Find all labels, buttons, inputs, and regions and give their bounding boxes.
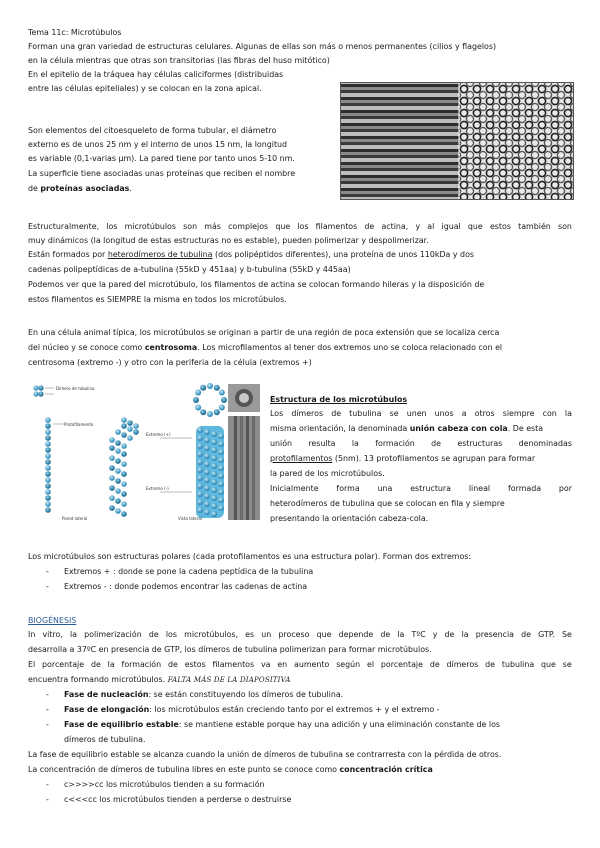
polares-intro: Los microtúbulos son estructuras polares (cada protofilamentos es una estructura polar). Forman dos extremos: xyxy=(28,552,472,561)
critical-bullet-2: c<<<cc los microtúbulos tienden a perderse o destruirse xyxy=(64,795,292,804)
bullet-dash: - xyxy=(46,720,49,729)
biogenesis-line-6: La concentración de dímeros de tubulina libres en este punto se conoce como concentración crítica xyxy=(28,765,433,774)
fase-equilibrio: Fase de equilibrio estable: se mantiene estable porque hay una adición y una eliminación constante de los xyxy=(64,720,501,729)
elementos-line-5: de proteínas asociadas. xyxy=(28,184,132,193)
polares-bullet-2: Extremos - : donde podemos encontrar las cadenas de actina xyxy=(64,582,308,591)
biogenesis-line-2: desarrolla a 37ºC en presencia de GTP, los dímeros de tubulina polimerizan para formar microtúbulos. xyxy=(28,645,432,654)
microtubule-structure-figure xyxy=(28,380,262,524)
protofilamentos-term: protofilamentos xyxy=(270,454,333,463)
estructura-line-6: Inicialmente forma una estructura lineal formada por xyxy=(270,484,572,493)
longitudinal-section xyxy=(341,83,459,199)
microtubule-micrograph xyxy=(340,82,574,200)
estructural-line-4: cadenas polipeptídicas de a-tubulina (55kD y 451aa) y b-tubulina (55kD y 445aa) xyxy=(28,265,351,274)
dimer-bead xyxy=(38,385,43,390)
biogenesis-line-1: In vitro, la polimerización de los microtúbulos, es un proceso que depende de la TºC y de la presencia de GTP. Se xyxy=(28,630,572,639)
dimer-bead xyxy=(33,391,38,396)
critical-bullet-1: c>>>>cc los microtúbulos tienden a su formación xyxy=(64,780,265,789)
bullet-dash: - xyxy=(46,780,49,789)
biogenesis-heading: BIOGÉNESIS xyxy=(28,616,77,625)
celula-line-3: centrosoma (extremo -) y otro con la periferia de la célula (extremos +) xyxy=(28,358,312,367)
label-extremo-mas: Extremo (+) xyxy=(146,432,171,437)
handwritten-note: FALTA MÁS DE LA DIAPOSITIVA xyxy=(167,676,291,684)
intro-line-2: en la célula mientras que otras son transitorias (las fibras del huso mitótico) xyxy=(28,56,330,65)
estructural-line-5: Podemos ver que la pared del microtúbulo, los filamentos de actina se colocan formando hileras y la disposición de xyxy=(28,280,485,289)
protofilament-column xyxy=(45,417,51,513)
fase-elongacion: Fase de elongación: los microtúbulos están creciendo tanto por el extremos + y el extremo - xyxy=(64,705,440,714)
label-protofilamento: Protofilamento xyxy=(64,422,94,427)
protofilament-sheet xyxy=(109,417,139,517)
estructura-line-3: unión resulta la formación de estructuras denominadas xyxy=(270,439,572,448)
fase-nucleacion: Fase de nucleación: se están constituyendo los dímeros de tubulina. xyxy=(64,690,344,699)
estructura-line-4: protofilamentos (5nm). 13 protofilamentos se agrupan para formar xyxy=(270,454,536,463)
label-dimero: Dímero de tubulina xyxy=(56,386,95,391)
biogenesis-line-4: encuentra formando microtúbulos. FALTA MÁS DE LA DIAPOSITIVA xyxy=(28,675,291,684)
concentracion-critica-term: concentración crítica xyxy=(339,765,433,774)
estructura-line-8: presentando la orientación cabeza-cola. xyxy=(270,514,429,523)
fase-equilibrio-line-2: dímeros de tubulina. xyxy=(64,735,146,744)
proteinas-asociadas-term: proteínas asociadas xyxy=(40,184,130,193)
estructura-heading: Estructura de los microtúbulos xyxy=(270,395,408,404)
celula-line-2: del núcleo y se conoce como centrosoma. Los microfilamentos al tener dos extremos uno se coloca relacionado con el xyxy=(28,343,503,352)
polares-bullet-1: Extremos + : donde se pone la cadena peptídica de la tubulina xyxy=(64,567,314,576)
bullet-dash: - xyxy=(46,582,49,591)
micrograph-svg xyxy=(341,83,573,199)
cross-section-ring xyxy=(193,383,227,417)
em-longitudinal-thumbnail xyxy=(228,416,260,520)
elementos-line-1: Son elementos del citoesqueleto de forma tubular, el diámetro xyxy=(28,126,277,135)
elementos-line-3: es variable (0,1-varias µm). La pared tiene por tanto unos 5-10 nm. xyxy=(28,154,295,163)
union-cabeza-cola-term: unión cabeza con cola xyxy=(409,424,508,433)
dimer-bead xyxy=(33,385,38,390)
estructura-line-7: heterodímeros de tubulina que se colocan en fila y siempre xyxy=(270,499,505,508)
intro-line-1: Forman una gran variedad de estructuras celulares. Algunas de ellas son más o menos permanentes (cilios y flagelos) xyxy=(28,42,497,51)
estructural-line-2: muy dinámicos (la longitud de estas estructuras no es estable), pueden polimerizar y despolimerizar. xyxy=(28,236,429,245)
dimer-bead xyxy=(38,391,43,396)
biogenesis-line-5: La fase de equilibrio estable se alcanza cuando la unión de dímeros de tubulina se contrarresta con la pérdida de otros. xyxy=(28,750,502,759)
centrosoma-term: centrosoma xyxy=(144,343,198,352)
microtubule-tube xyxy=(196,426,224,518)
structure-diagram-svg xyxy=(28,380,262,524)
epitelio-line-2: entre las células epiteliales) y se colocan en la zona apical. xyxy=(28,84,262,93)
biogenesis-line-3: El porcentaje de la formación de estos filamentos va en aumento según el porcentaje de dímeros de tubulina que se xyxy=(28,660,572,669)
celula-line-1: En una célula animal típica, los microtúbulos se originan a partir de una región de poca extensión que se localiza cerca xyxy=(28,328,500,337)
epitelio-line-1: En el epitelio de la tráquea hay células caliciformes (distribuidas xyxy=(28,70,284,79)
estructura-line-1: Los dímeros de tubulina se unen unos a otros siempre con la xyxy=(270,409,572,418)
estructural-line-6: estos filamentos es SIEMPRE la misma en todos los microtúbulos. xyxy=(28,295,287,304)
bullet-dash: - xyxy=(46,795,49,804)
estructura-line-2: misma orientación, la denominada unión cabeza con cola. De esta xyxy=(270,424,544,433)
bullet-dash: - xyxy=(46,690,49,699)
elementos-line-2: externo es de unos 25 nm y el interno de unos 15 nm, la longitud xyxy=(28,140,288,149)
elementos-line-4: La superficie tiene asociadas unas proteínas que reciben el nombre xyxy=(28,169,296,178)
label-extremo-menos: Extremo (-) xyxy=(146,486,169,491)
doc-title: Tema 11c: Microtúbulos xyxy=(28,28,122,37)
heterodimeros-term: heterodímeros de tubulina xyxy=(107,250,213,259)
label-pared: Pared lateral xyxy=(62,516,88,521)
estructura-line-5: la pared de los microtúbulos. xyxy=(270,469,385,478)
estructural-line-3: Están formados por heterodímeros de tubulina (dos polipéptidos diferentes), una proteína de unos 110kDa y dos xyxy=(28,250,475,259)
bullet-dash: - xyxy=(46,705,49,714)
estructural-line-1: Estructuralmente, los microtúbulos son más complejos que los filamentos de actina, y al igual que estos también son xyxy=(28,222,572,231)
label-vista: Vista lateral xyxy=(178,516,202,521)
bullet-dash: - xyxy=(46,567,49,576)
